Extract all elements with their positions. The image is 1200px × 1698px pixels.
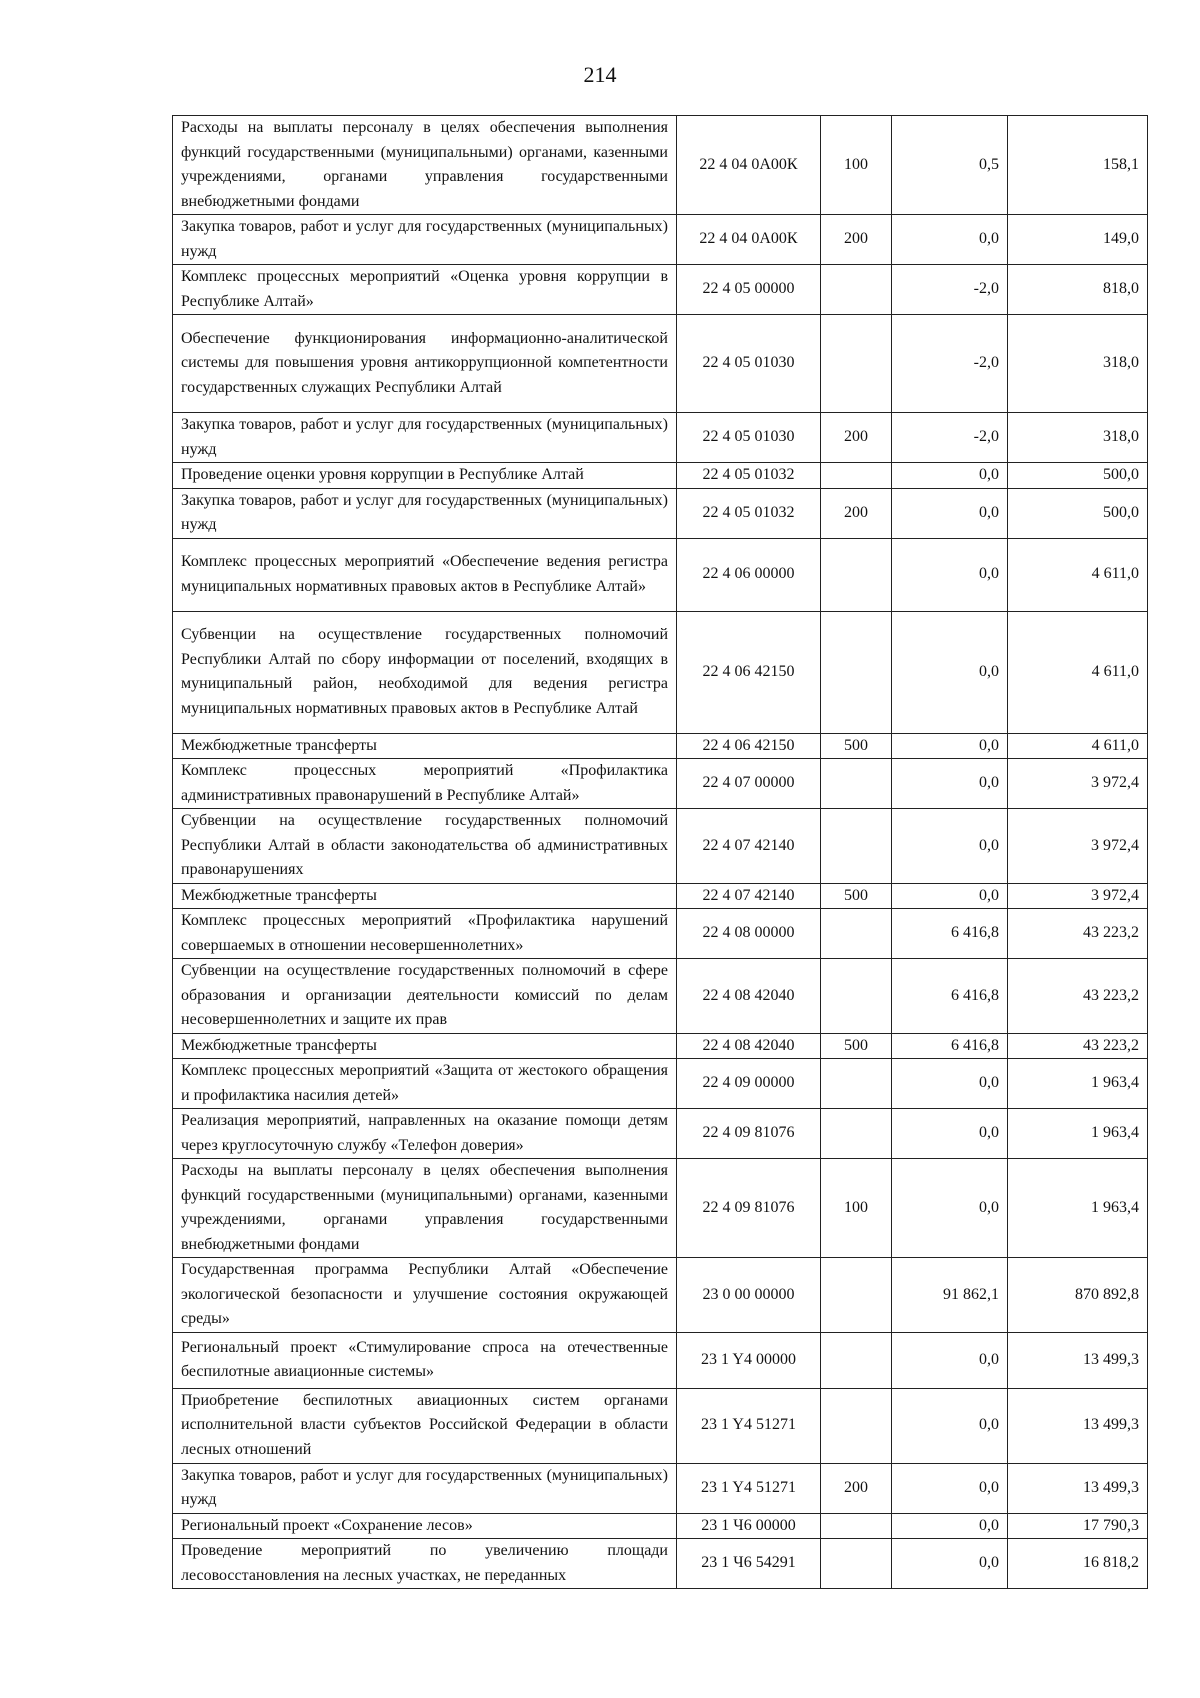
amount-change-cell: 0,0 — [892, 1059, 1008, 1109]
table-row — [173, 1059, 1148, 1109]
amount-total-cell: 13 499,3 — [1008, 1388, 1148, 1463]
expense-type-cell: 100 — [821, 1159, 892, 1258]
target-code-cell: 22 4 07 00000 — [677, 759, 821, 809]
expense-type-cell: 500 — [821, 733, 892, 759]
amount-change-cell: 0,0 — [892, 759, 1008, 809]
expense-type-cell — [821, 1258, 892, 1333]
expense-name-cell: Межбюджетные трансферты — [173, 733, 677, 759]
expense-name-cell: Проведение мероприятий по увеличению площади лесовосстановления на лесных участках, не переданных — [173, 1539, 677, 1589]
amount-change-cell: 0,0 — [892, 538, 1008, 611]
table-row — [173, 215, 1148, 265]
amount-total-cell: 318,0 — [1008, 413, 1148, 463]
expense-name-cell: Реализация мероприятий, направленных на оказание помощи детям через круглосуточную службу «Телефон доверия» — [173, 1109, 677, 1159]
amount-change-cell: 0,0 — [892, 809, 1008, 884]
page-number: 214 — [583, 62, 617, 87]
target-code-cell: 22 4 05 00000 — [677, 265, 821, 315]
table-row — [173, 1332, 1148, 1388]
expense-name-cell: Комплекс процессных мероприятий «Оценка уровня коррупции в Республике Алтай» — [173, 265, 677, 315]
amount-total-cell: 818,0 — [1008, 265, 1148, 315]
expense-name-cell: Комплекс процессных мероприятий «Защита от жестокого обращения и профилактика насилия детей» — [173, 1059, 677, 1109]
table-row — [173, 809, 1148, 884]
table-row — [173, 116, 1148, 215]
expense-type-cell — [821, 1332, 892, 1388]
table-row — [173, 611, 1148, 733]
amount-change-cell: 0,5 — [892, 116, 1008, 215]
expense-name-cell: Государственная программа Республики Алтай «Обеспечение экологической безопасности и улучшение состояния окружающей среды» — [173, 1258, 677, 1333]
table-row — [173, 1159, 1148, 1258]
target-code-cell: 22 4 07 42140 — [677, 883, 821, 909]
target-code-cell: 22 4 09 00000 — [677, 1059, 821, 1109]
expense-name-cell: Региональный проект «Сохранение лесов» — [173, 1513, 677, 1539]
target-code-cell: 22 4 06 42150 — [677, 733, 821, 759]
amount-total-cell: 13 499,3 — [1008, 1332, 1148, 1388]
expense-type-cell: 100 — [821, 116, 892, 215]
budget-table-body — [173, 116, 1148, 1589]
table-row — [173, 1258, 1148, 1333]
expense-name-cell: Закупка товаров, работ и услуг для государственных (муниципальных) нужд — [173, 215, 677, 265]
expense-name-cell: Закупка товаров, работ и услуг для государственных (муниципальных) нужд — [173, 1463, 677, 1513]
amount-change-cell: 0,0 — [892, 1159, 1008, 1258]
amount-change-cell: 0,0 — [892, 883, 1008, 909]
target-code-cell: 22 4 08 42040 — [677, 959, 821, 1034]
expense-name-cell: Расходы на выплаты персоналу в целях обеспечения выполнения функций государственными (муниципальными) органами, казенными учреждениями, органами управления государственными внебюджетными фондами — [173, 1159, 677, 1258]
target-code-cell: 22 4 08 00000 — [677, 909, 821, 959]
expense-type-cell: 200 — [821, 488, 892, 538]
target-code-cell: 22 4 04 0А00К — [677, 215, 821, 265]
target-code-cell: 22 4 08 42040 — [677, 1033, 821, 1059]
expense-name-cell: Приобретение беспилотных авиационных систем органами исполнительной власти субъектов Российской Федерации в области лесных отношений — [173, 1388, 677, 1463]
expense-type-cell — [821, 809, 892, 884]
expense-name-cell: Межбюджетные трансферты — [173, 1033, 677, 1059]
expense-type-cell — [821, 463, 892, 489]
target-code-cell: 23 1 Y4 51271 — [677, 1463, 821, 1513]
expense-name-cell: Проведение оценки уровня коррупции в Республике Алтай — [173, 463, 677, 489]
amount-total-cell: 3 972,4 — [1008, 809, 1148, 884]
target-code-cell: 23 1 Y4 00000 — [677, 1332, 821, 1388]
table-row — [173, 909, 1148, 959]
amount-change-cell: 91 862,1 — [892, 1258, 1008, 1333]
amount-total-cell: 16 818,2 — [1008, 1539, 1148, 1589]
amount-total-cell: 158,1 — [1008, 116, 1148, 215]
table-row — [173, 413, 1148, 463]
amount-total-cell: 500,0 — [1008, 488, 1148, 538]
table-row — [173, 1388, 1148, 1463]
budget-table — [172, 115, 1148, 1589]
expense-type-cell — [821, 1539, 892, 1589]
target-code-cell: 22 4 06 00000 — [677, 538, 821, 611]
amount-total-cell: 43 223,2 — [1008, 909, 1148, 959]
expense-name-cell: Комплекс процессных мероприятий «Профилактика административных правонарушений в Республике Алтай» — [173, 759, 677, 809]
table-row — [173, 959, 1148, 1034]
target-code-cell: 23 1 Ч6 00000 — [677, 1513, 821, 1539]
table-row — [173, 488, 1148, 538]
amount-change-cell: 0,0 — [892, 1463, 1008, 1513]
amount-total-cell: 17 790,3 — [1008, 1513, 1148, 1539]
table-row — [173, 883, 1148, 909]
table-row — [173, 538, 1148, 611]
expense-name-cell: Закупка товаров, работ и услуг для государственных (муниципальных) нужд — [173, 488, 677, 538]
amount-change-cell: 0,0 — [892, 215, 1008, 265]
target-code-cell: 23 1 Y4 51271 — [677, 1388, 821, 1463]
expense-type-cell — [821, 1513, 892, 1539]
table-row — [173, 1539, 1148, 1589]
expense-name-cell: Субвенции на осуществление государственных полномочий в сфере образования и организации деятельности комиссий по делам несовершеннолетних и защите их прав — [173, 959, 677, 1034]
amount-change-cell: 0,0 — [892, 1332, 1008, 1388]
expense-type-cell — [821, 759, 892, 809]
expense-type-cell — [821, 265, 892, 315]
expense-type-cell: 200 — [821, 1463, 892, 1513]
amount-total-cell: 500,0 — [1008, 463, 1148, 489]
expense-name-cell: Обеспечение функционирования информационно-аналитической системы для повышения уровня антикоррупционной компетентности государственных служащих Республики Алтай — [173, 315, 677, 413]
expense-type-cell: 500 — [821, 1033, 892, 1059]
expense-name-cell: Расходы на выплаты персоналу в целях обеспечения выполнения функций государственными (муниципальными) органами, казенными учреждениями, органами управления государственными внебюджетными фондами — [173, 116, 677, 215]
expense-type-cell: 500 — [821, 883, 892, 909]
target-code-cell: 22 4 04 0А00К — [677, 116, 821, 215]
amount-change-cell: 0,0 — [892, 488, 1008, 538]
amount-change-cell: 6 416,8 — [892, 1033, 1008, 1059]
amount-change-cell: -2,0 — [892, 315, 1008, 413]
table-row — [173, 315, 1148, 413]
amount-total-cell: 1 963,4 — [1008, 1109, 1148, 1159]
amount-total-cell: 43 223,2 — [1008, 959, 1148, 1034]
expense-type-cell — [821, 959, 892, 1034]
target-code-cell: 22 4 05 01032 — [677, 488, 821, 538]
amount-total-cell: 4 611,0 — [1008, 733, 1148, 759]
amount-total-cell: 870 892,8 — [1008, 1258, 1148, 1333]
expense-name-cell: Закупка товаров, работ и услуг для государственных (муниципальных) нужд — [173, 413, 677, 463]
table-row — [173, 1109, 1148, 1159]
amount-total-cell: 1 963,4 — [1008, 1059, 1148, 1109]
table-row — [173, 1033, 1148, 1059]
expense-name-cell: Межбюджетные трансферты — [173, 883, 677, 909]
expense-name-cell: Комплекс процессных мероприятий «Профилактика нарушений совершаемых в отношении несовершеннолетних» — [173, 909, 677, 959]
table-row — [173, 1463, 1148, 1513]
amount-total-cell: 318,0 — [1008, 315, 1148, 413]
expense-name-cell: Комплекс процессных мероприятий «Обеспечение ведения регистра муниципальных нормативных правовых актов в Республике Алтай» — [173, 538, 677, 611]
target-code-cell: 22 4 05 01032 — [677, 463, 821, 489]
target-code-cell: 22 4 09 81076 — [677, 1159, 821, 1258]
target-code-cell: 22 4 05 01030 — [677, 315, 821, 413]
amount-change-cell: 0,0 — [892, 1109, 1008, 1159]
expense-type-cell — [821, 538, 892, 611]
amount-total-cell: 4 611,0 — [1008, 538, 1148, 611]
table-row — [173, 733, 1148, 759]
expense-type-cell — [821, 1388, 892, 1463]
expense-type-cell — [821, 909, 892, 959]
expense-type-cell — [821, 611, 892, 733]
expense-name-cell: Региональный проект «Стимулирование спроса на отечественные беспилотные авиационные системы» — [173, 1332, 677, 1388]
table-row — [173, 463, 1148, 489]
target-code-cell: 22 4 06 42150 — [677, 611, 821, 733]
expense-type-cell: 200 — [821, 215, 892, 265]
amount-total-cell: 1 963,4 — [1008, 1159, 1148, 1258]
amount-total-cell: 4 611,0 — [1008, 611, 1148, 733]
expense-type-cell — [821, 315, 892, 413]
amount-total-cell: 43 223,2 — [1008, 1033, 1148, 1059]
amount-total-cell: 3 972,4 — [1008, 759, 1148, 809]
expense-type-cell: 200 — [821, 413, 892, 463]
amount-change-cell: -2,0 — [892, 265, 1008, 315]
target-code-cell: 22 4 09 81076 — [677, 1109, 821, 1159]
amount-total-cell: 149,0 — [1008, 215, 1148, 265]
amount-change-cell: 0,0 — [892, 1539, 1008, 1589]
target-code-cell: 22 4 07 42140 — [677, 809, 821, 884]
amount-change-cell: 0,0 — [892, 733, 1008, 759]
amount-change-cell: 0,0 — [892, 1388, 1008, 1463]
amount-change-cell: 0,0 — [892, 1513, 1008, 1539]
target-code-cell: 23 0 00 00000 — [677, 1258, 821, 1333]
target-code-cell: 23 1 Ч6 54291 — [677, 1539, 821, 1589]
table-row — [173, 759, 1148, 809]
amount-change-cell: 6 416,8 — [892, 909, 1008, 959]
amount-total-cell: 13 499,3 — [1008, 1463, 1148, 1513]
expense-type-cell — [821, 1109, 892, 1159]
amount-total-cell: 3 972,4 — [1008, 883, 1148, 909]
table-row — [173, 1513, 1148, 1539]
expense-type-cell — [821, 1059, 892, 1109]
expense-name-cell: Субвенции на осуществление государственных полномочий Республики Алтай в области законодательства об административных правонарушениях — [173, 809, 677, 884]
table-row — [173, 265, 1148, 315]
amount-change-cell: 0,0 — [892, 463, 1008, 489]
amount-change-cell: -2,0 — [892, 413, 1008, 463]
target-code-cell: 22 4 05 01030 — [677, 413, 821, 463]
amount-change-cell: 6 416,8 — [892, 959, 1008, 1034]
expense-name-cell: Субвенции на осуществление государственных полномочий Республики Алтай по сбору информации от поселений, входящих в муниципальный район, необходимой для ведения регистра муниципальных нормативных правовых актов в Республике Алтай — [173, 611, 677, 733]
amount-change-cell: 0,0 — [892, 611, 1008, 733]
